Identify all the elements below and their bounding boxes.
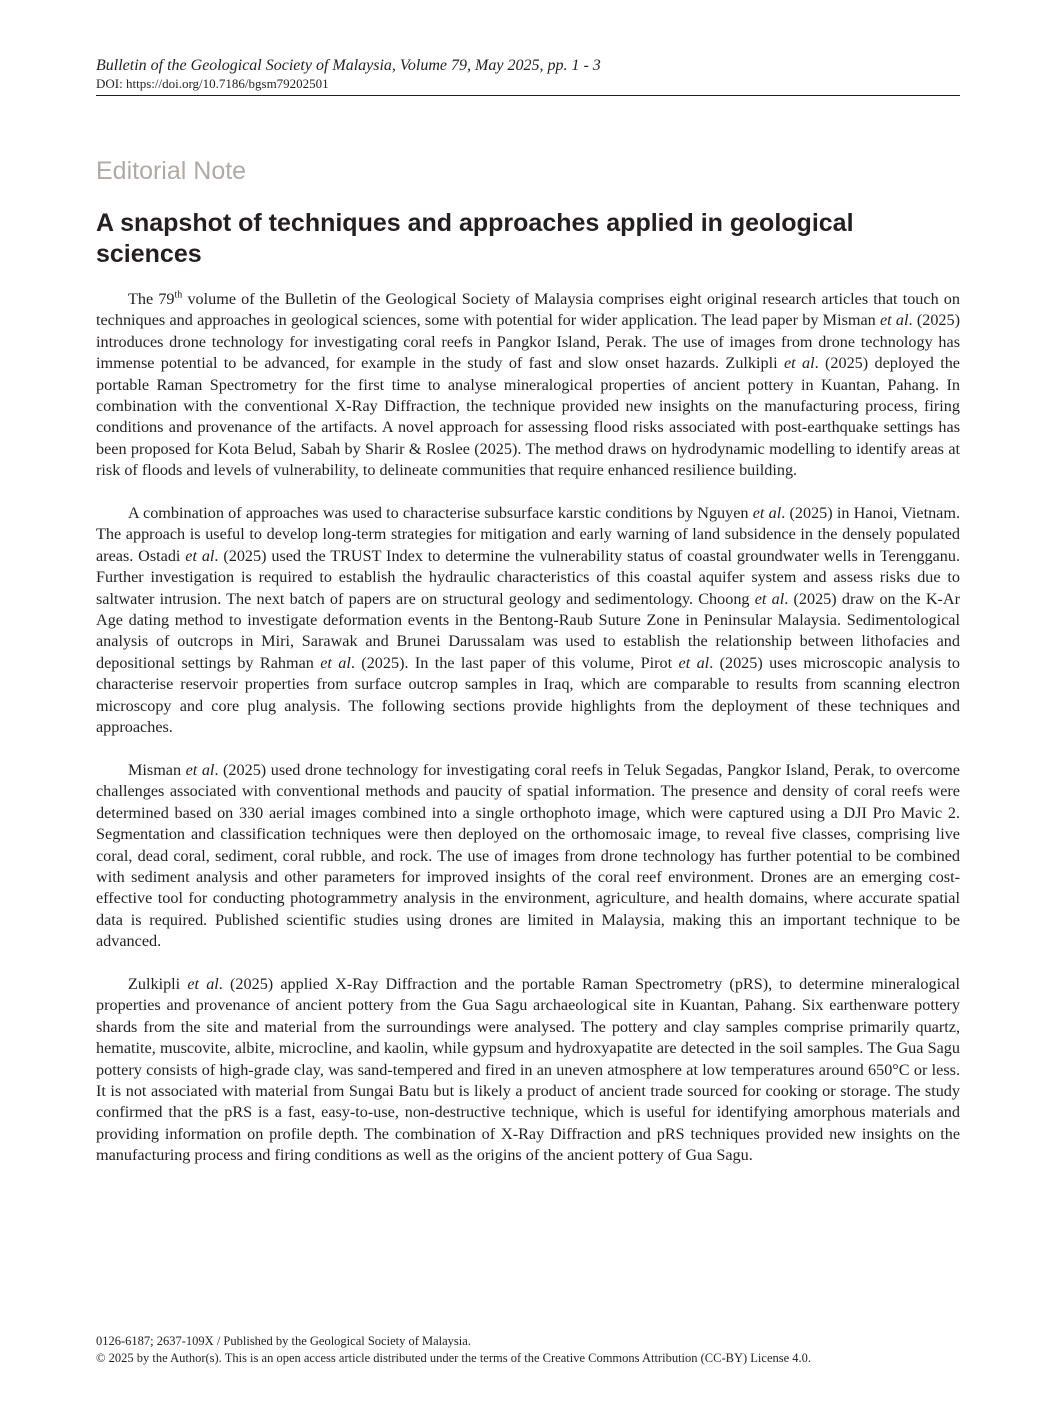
body-paragraph — [96, 289, 960, 482]
text-run: . (2025) applied X-Ray Diffraction and the portable Raman Spectrometry (pRS), to determine mineralogical properties and provenance of ancient pottery from the Gua Sagu archaeological site in Kuantan, Pahang. Six earthenware pottery shards from the site and material from the surroundings were analysed. The pottery and clay samples comprise primarily quartz, hematite, muscovite, albite, microcline, and kaolin, while gypsum and hydroxyapatite are detected in the soil samples. The Gua Sagu pottery consists of high-grade clay, was sand-tempered and fired in an uneven atmosphere at low temperatures around 650°C or less. It is not associated with material from Sungai Batu but is likely a product of ancient trade sourced for cooking or storage. The study confirmed that the pRS is a fast, easy-to-use, non-destructive technique, which is useful for identifying amorphous materials and providing information on profile depth. The combination of X-Ray Diffraction and pRS techniques provided new insights on the manufacturing process and firing conditions as well as the origins of the ancient pottery of Gua Sagu. — [96, 974, 960, 1165]
text-run: . (2025) uses microscopic analysis to characterise reservoir properties from surface outcrop samples in Iraq, which are comparable to results from scanning electron microscopy and core plug analysis. The following sections provide highlights from the deployment of these techniques and approaches. — [96, 653, 960, 737]
text-run: . (2025) deployed the portable Raman Spectrometry for the first time to analyse mineralogical properties of ancient pottery in Kuantan, Pahang. In combination with the conventional X-Ray Diffraction, the technique provided new insights on the manufacturing process, firing conditions and provenance of the artifacts. A novel approach for assessing flood risks associated with post-earthquake settings has been proposed for Kota Belud, Sabah by Sharir & Roslee (2025). The method draws on hydrodynamic modelling to identify areas at risk of floods and levels of vulnerability, to delineate communities that require enhanced resilience building. — [96, 354, 960, 480]
italic-text: et al — [187, 974, 219, 993]
italic-text: et al — [185, 760, 215, 779]
article-title: A snapshot of techniques and approaches applied in geological sciences — [96, 209, 854, 268]
body-paragraph — [96, 503, 960, 738]
license-line: © 2025 by the Author(s). This is an open access article distributed under the terms of the Creative Commons Attribution (CC-BY) License 4.0. — [96, 1351, 812, 1365]
text-run: . (2025) used the TRUST Index to determine the vulnerability status of coastal groundwater wells in Terengganu. Further investigation is required to establish the hydraulic characteristics of this coastal aquifer system and assess risks due to saltwater intrusion. The next batch of papers are on structural geology and sedimentology. Choong — [96, 546, 960, 608]
text-run: . (2025) used drone technology for investigating coral reefs in Teluk Segadas, Pangkor Island, Perak, to overcome challenges associated with conventional methods and paucity of spatial information. The presence and density of coral reefs were determined based on 330 aerial images combined into a single orthophoto image, which were captured using a DJI Pro Mavic 2. Segmentation and classification techniques were then deployed on the orthomosaic image, to reveal five classes, comprising live coral, dead coral, sediment, coral rubble, and rock. The use of images from drone technology has further potential to be combined with sediment analysis and other parameters for improved insights of the coral reef environment. Drones are an emerging cost-effective tool for conducting photogrammetry analysis in the environment, agriculture, and health domains, where accurate spatial data is required. Published scientific studies using drones are limited in Malaysia, making this an important technique to be advanced. — [96, 760, 960, 951]
italic-text: et al — [752, 504, 782, 523]
italic-text: et al — [754, 589, 785, 608]
article-body — [96, 289, 960, 1188]
italic-text: et al — [880, 311, 909, 330]
italic-text: et al — [185, 546, 215, 565]
text-run: Zulkipli — [128, 974, 188, 993]
text-run: . (2025). In the last paper of this volume, Pirot — [350, 653, 679, 672]
body-paragraph — [96, 974, 960, 1167]
italic-text: et al — [678, 653, 710, 672]
italic-text: et al — [783, 354, 815, 373]
issn-publisher-line: 0126-6187; 2637-109X / Published by the Geological Society of Malaysia. — [96, 1334, 471, 1348]
text-run: . (2025) draw on the K-Ar Age dating method to investigate deformation events in the Bentong-Raub Suture Zone in Peninsular Malaysia. Sedimentological analysis of outcrops in Miri, Sarawak and Brunei Darussalam was used to establish the relationship between lithofacies and depositional settings by Rahman — [96, 589, 960, 672]
running-header — [96, 56, 960, 96]
section-label: Editorial Note — [96, 157, 247, 185]
page-footer — [96, 1333, 960, 1367]
text-run: A combination of approaches was used to characterise subsurface karstic conditions by Nguyen — [128, 504, 753, 523]
body-paragraph — [96, 760, 960, 953]
text-run: . (2025) in Hanoi, Vietnam. The approach is useful to develop long-term strategies for mitigation and early warning of land subsidence in the densely populated areas. Ostadi — [96, 504, 961, 565]
superscript-text: th — [174, 289, 183, 301]
doi-line: DOI: https://doi.org/10.7186/bgsm79202501 — [96, 76, 329, 91]
text-run: Misman — [128, 760, 186, 779]
journal-citation: Bulletin of the Geological Society of Malaysia, Volume 79, May 2025, pp. 1 - 3 — [96, 57, 601, 74]
text-run: . (2025) introduces drone technology for investigating coral reefs in Pangkor Island, Perak. The use of images from drone technology has immense potential to be advanced, for example in the study of fast and slow onset hazards. Zulkipli — [96, 311, 960, 373]
text-run: The 79 — [128, 290, 175, 308]
text-run: volume of the Bulletin of the Geological Society of Malaysia comprises eight original research articles that touch on techniques and approaches in geological sciences, some with potential for wider application. The lead paper by Misman — [96, 290, 960, 330]
italic-text: et al — [320, 653, 351, 672]
